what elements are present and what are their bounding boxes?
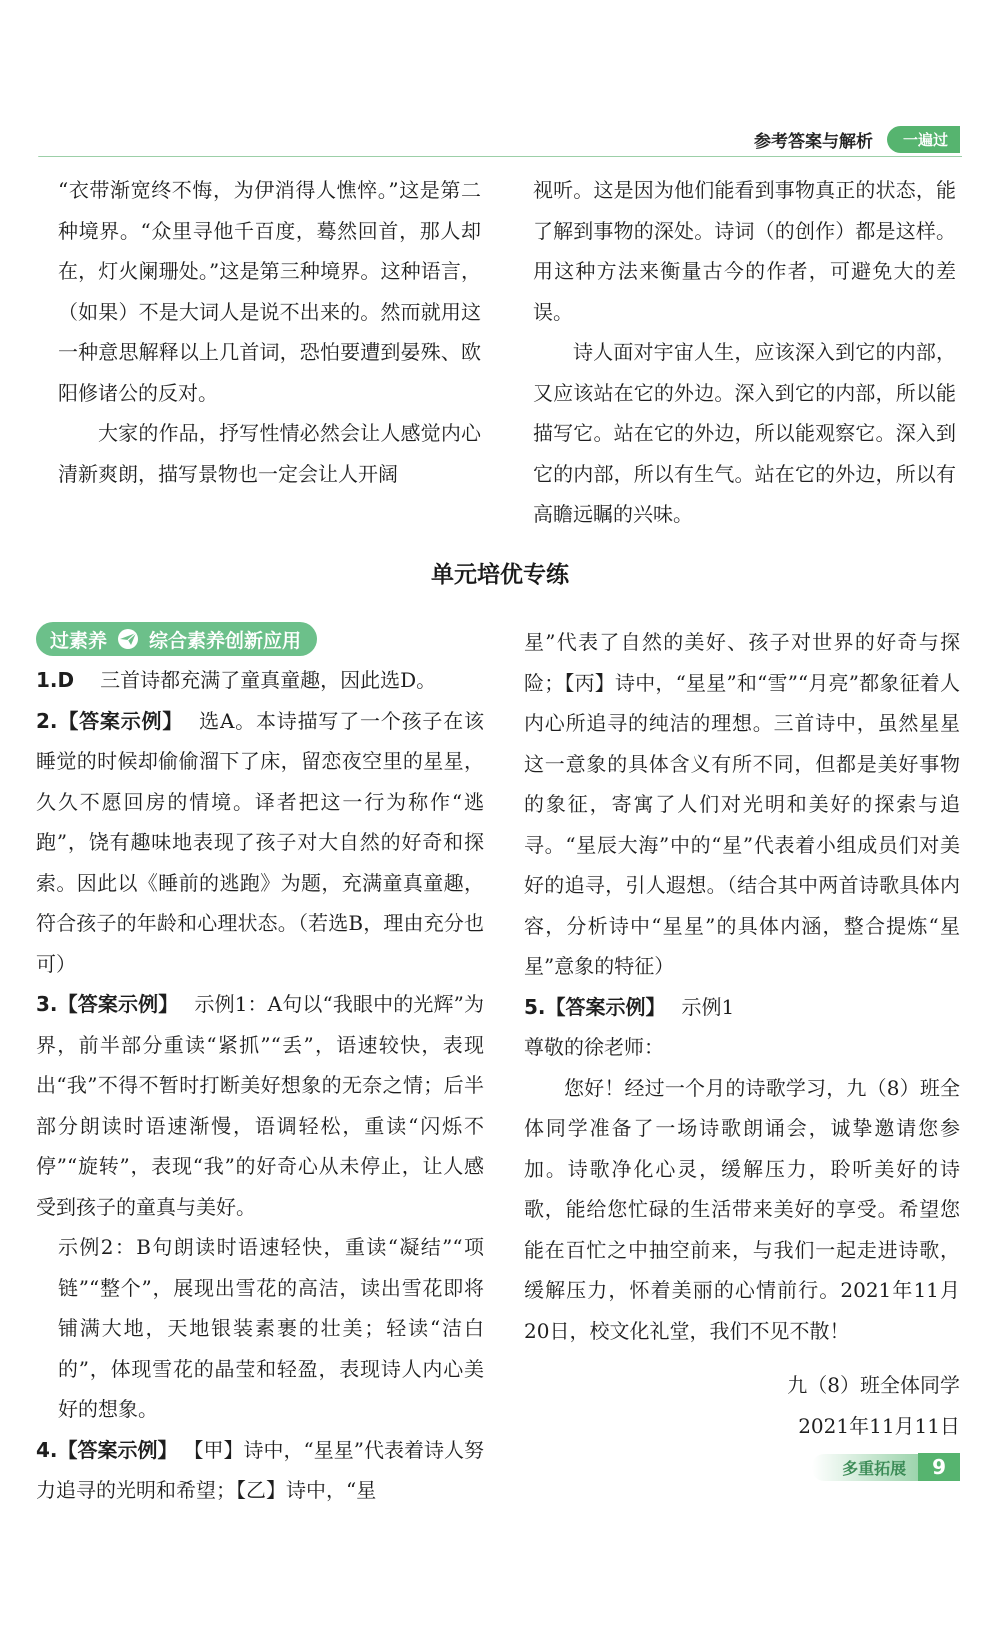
answer-5 [524, 987, 960, 1028]
section-label: 参考答案与解析 [753, 131, 873, 152]
paragraph: “衣带渐宽终不悔，为伊消得人憔悴。”这是第二种境界。“众里寻他千百度，蓦然回首，那人却在，灯火阑珊处。”这是第三种境界。这种语言，（如果）不是大词人是说不出来的。然而就用这一种意思解释以上几首词，恐怕要遭到晏殊、欧阳修诸公的反对。 [58, 178, 481, 405]
answer-tag: 【答案示例】 [57, 1437, 178, 1462]
header-rule [38, 156, 962, 157]
answer-tag: 【答案示例】 [545, 994, 666, 1019]
answer-tag: 【答案示例】 [57, 708, 184, 733]
answer-3-example-2: 示例2：B句朗读时语速轻快，重读“凝结”“项链”“整个”，展现出雪花的高洁，读出雪花即将铺满大地，天地银装素裹的壮美；轻读“洁白的”，体现雪花的晶莹和轻盈，表现诗人内心美好的想象。 [58, 1235, 484, 1421]
answer-text: 【甲】诗中，“星星”代表着诗人努力追寻的光明和希望；【乙】诗中，“星 [36, 1437, 485, 1502]
letter-salutation: 尊敬的徐老师： [524, 1035, 664, 1059]
question-number: 1. [36, 668, 58, 692]
answer-tag: 【答案示例】 [57, 992, 179, 1016]
banner-left-label: 过素养 [50, 629, 108, 652]
page-footer [812, 1453, 960, 1481]
section-title: 单元培优专练 [431, 562, 569, 588]
brand-logo: 一遍过 [887, 126, 960, 153]
section-banner [36, 622, 317, 656]
answer-1 [36, 660, 484, 701]
letter-signature: 九（8）班全体同学 [787, 1373, 960, 1397]
answer-left-column [36, 622, 484, 1511]
answer-key: D [57, 668, 75, 692]
footer-label: 多重拓展 [812, 1454, 918, 1481]
letter-body: 您好！经过一个月的诗歌学习，九（8）班全体同学准备了一场诗歌朗诵会，诚挚邀请您参加。诗歌净化心灵，缓解压力，聆听美好的诗歌，能给您忙碌的生活带来美好的享受。希望您能在百忙之中抽空前来，与我们一起走进诗歌，缓解压力，怀着美丽的心情前行。2021年11月20日，校文化礼堂，我们不见不散！ [524, 1075, 960, 1343]
paragraph: 视听。这是因为他们能看到事物真正的状态，能了解到事物的深处。诗词（的创作）都是这样。用这种方法来衡量古今的作者，可避免大的差误。 [533, 178, 956, 324]
page-header [754, 124, 960, 154]
answer-4-continued: 星”代表了自然的美好、孩子对世界的好奇与探险；【丙】诗中，“星星”和“雪”“月亮”都象征着人内心所追寻的纯洁的理想。三首诗中，虽然星星这一意象的具体含义有所不同，但都是美好事物的象征，寄寓了人们对光明和美好的探索与追寻。“星辰大海”中的“星”代表着小组成员们对美好的追寻，引人遐想。（结合其中两首诗歌具体内容，分析诗中“星星”的具体内涵，整合提炼“星星”意象的特征） [524, 630, 960, 978]
question-number: 3. [36, 992, 58, 1016]
banner-right-label: 综合素养创新应用 [149, 629, 302, 652]
paragraph: 大家的作品，抒写性情必然会让人感觉内心清新爽朗，描写景物也一定会让人开阔 [58, 421, 481, 486]
paper-plane-icon [113, 628, 143, 650]
top-left-column [58, 170, 481, 535]
answer-3 [36, 984, 484, 1227]
question-number: 4. [36, 1437, 58, 1462]
answer-text: 选A。本诗描写了一个孩子在该睡觉的时候却偷偷溜下了床，留恋夜空里的星星，久久不愿回房的情境。译者把这一行为称作“逃跑”，饶有趣味地表现了孩子对大自然的好奇和探索。因此以《睡前的逃跑》为题，充满童真童趣，符合孩子的年龄和心理状态。（若选B，理由充分也可） [36, 708, 485, 976]
paragraph: 诗人面对宇宙人生，应该深入到它的内部，又应该站在它的外边。深入到它的内部，所以能描写它。站在它的外边，所以能观察它。深入到它的内部，所以有生气。站在它的外边，所以有高瞻远瞩的兴味。 [533, 340, 956, 526]
question-number: 2. [36, 708, 58, 733]
top-right-column [533, 170, 956, 535]
answer-2 [36, 701, 484, 985]
answer-text: 三首诗都充满了童真童趣，因此选D。 [100, 668, 437, 692]
top-text-columns [58, 170, 956, 535]
answer-right-column [524, 622, 960, 1511]
answer-4 [36, 1430, 484, 1511]
answer-text: 示例1：A句以“我眼中的光辉”为界，前半部分重读“紧抓”“丢”，语速较快，表现出“我”不得不暂时打断美好想象的无奈之情；后半部分朗读时语速渐慢，语调轻松，重读“闪烁不停”“旋转”，表现“我”的好奇心从未停止，让人感受到孩子的童真与美好。 [36, 992, 485, 1219]
letter-date: 2021年11月11日 [798, 1413, 960, 1438]
example-label: 示例1 [681, 994, 735, 1019]
question-number: 5. [524, 994, 546, 1019]
answer-columns [36, 622, 960, 1511]
page-number: 9 [918, 1453, 960, 1481]
